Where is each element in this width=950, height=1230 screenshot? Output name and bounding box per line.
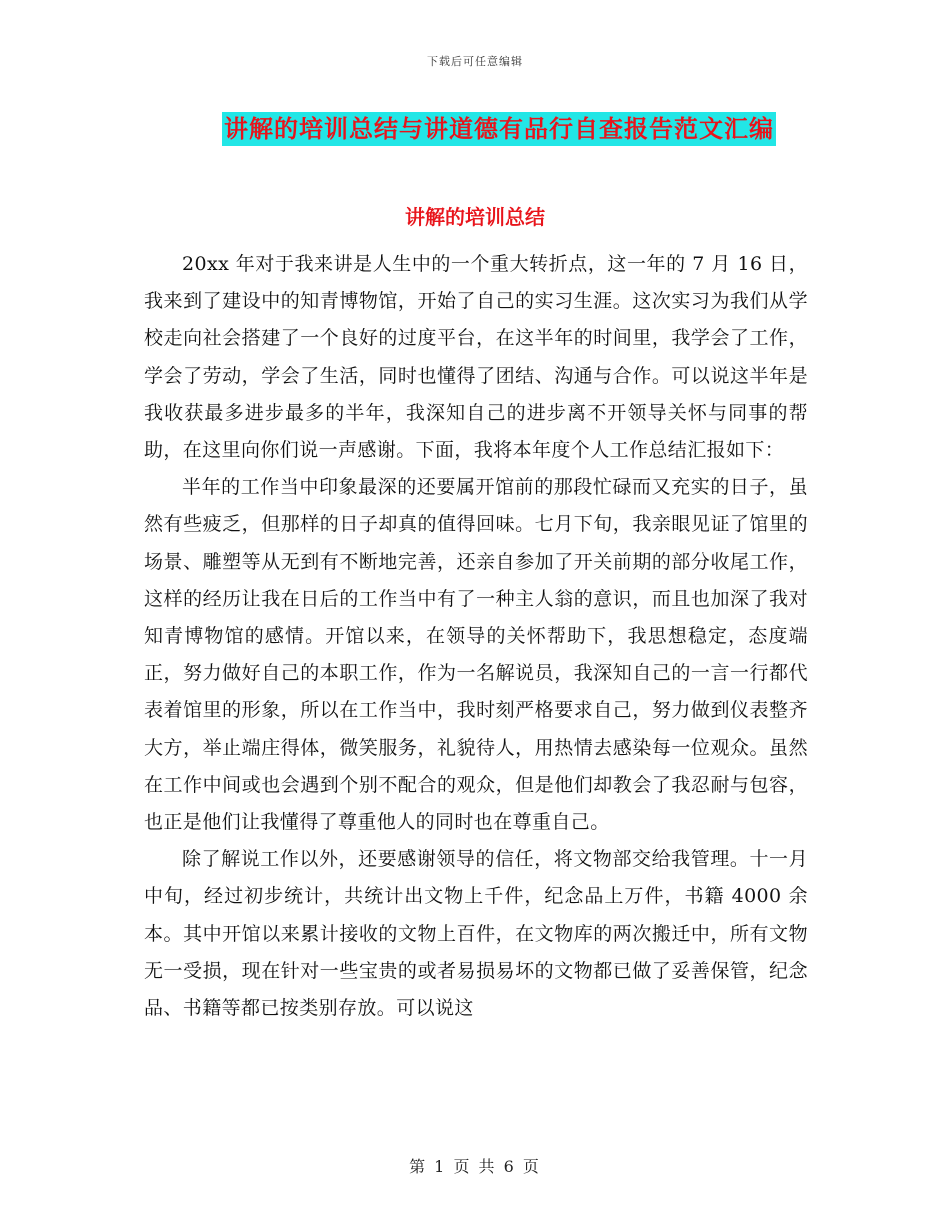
document-title-container: [0, 112, 950, 146]
paragraph: 20xx 年对于我来讲是人生中的一个重大转折点，这一年的 7 月 16 日，我来到了建设中的知青博物馆，开始了自己的实习生涯。这次实习为我们从学校走向社会搭建了一个良好的过度平台，在这半年的时间里，我学会了工作，学会了劳动，学会了生活，同时也懂得了团结、沟通与合作。可以说这半年是我收获最多进步最多的半年，我深知自己的进步离不开领导关怀与同事的帮助，在这里向你们说一声感谢。下面，我将本年度个人工作总结汇报如下：: [144, 253, 808, 462]
paragraph: 半年的工作当中印象最深的还要属开馆前的那段忙碌而又充实的日子，虽然有些疲乏，但那样的日子却真的值得回味。七月下旬，我亲眼见证了馆里的场景、雕塑等从无到有不断地完善，还亲自参加了开关前期的部分收尾工作，这样的经历让我在日后的工作当中有了一种主人翁的意识，而且也加深了我对知青博物馆的感情。开馆以来，在领导的关怀帮助下，我思想稳定，态度端正，努力做好自己的本职工作，作为一名解说员，我深知自己的一言一行都代表着馆里的形象，所以在工作当中，我时刻严格要求自己，努力做到仪表整齐大方，举止端庄得体，微笑服务，礼貌待人，用热情去感染每一位观众。虽然在工作中间或也会遇到个别不配合的观众，但是他们却教会了我忍耐与包容，也正是他们让我懂得了尊重他人的同时也在尊重自己。: [144, 476, 808, 834]
document-title: 讲解的培训总结与讲道德有品行自查报告范文汇编: [222, 112, 776, 146]
document-body: [144, 246, 808, 1027]
page-number-footer: 第 1 页 共 6 页: [409, 1157, 541, 1176]
header-note: 下载后可任意编辑: [427, 55, 523, 68]
paragraph: 除了解说工作以外，还要感谢领导的信任，将文物部交给我管理。十一月中旬，经过初步统计，共统计出文物上千件，纪念品上万件，书籍 4000 余本。其中开馆以来累计接收的文物上百件，在文物库的两次搬迁中，所有文物无一受损，现在针对一些宝贵的或者易损易坏的文物都已做了妥善保管，纪念品、书籍等都已按类别存放。可以说这: [144, 848, 808, 1020]
section-title: 讲解的培训总结: [405, 205, 545, 229]
